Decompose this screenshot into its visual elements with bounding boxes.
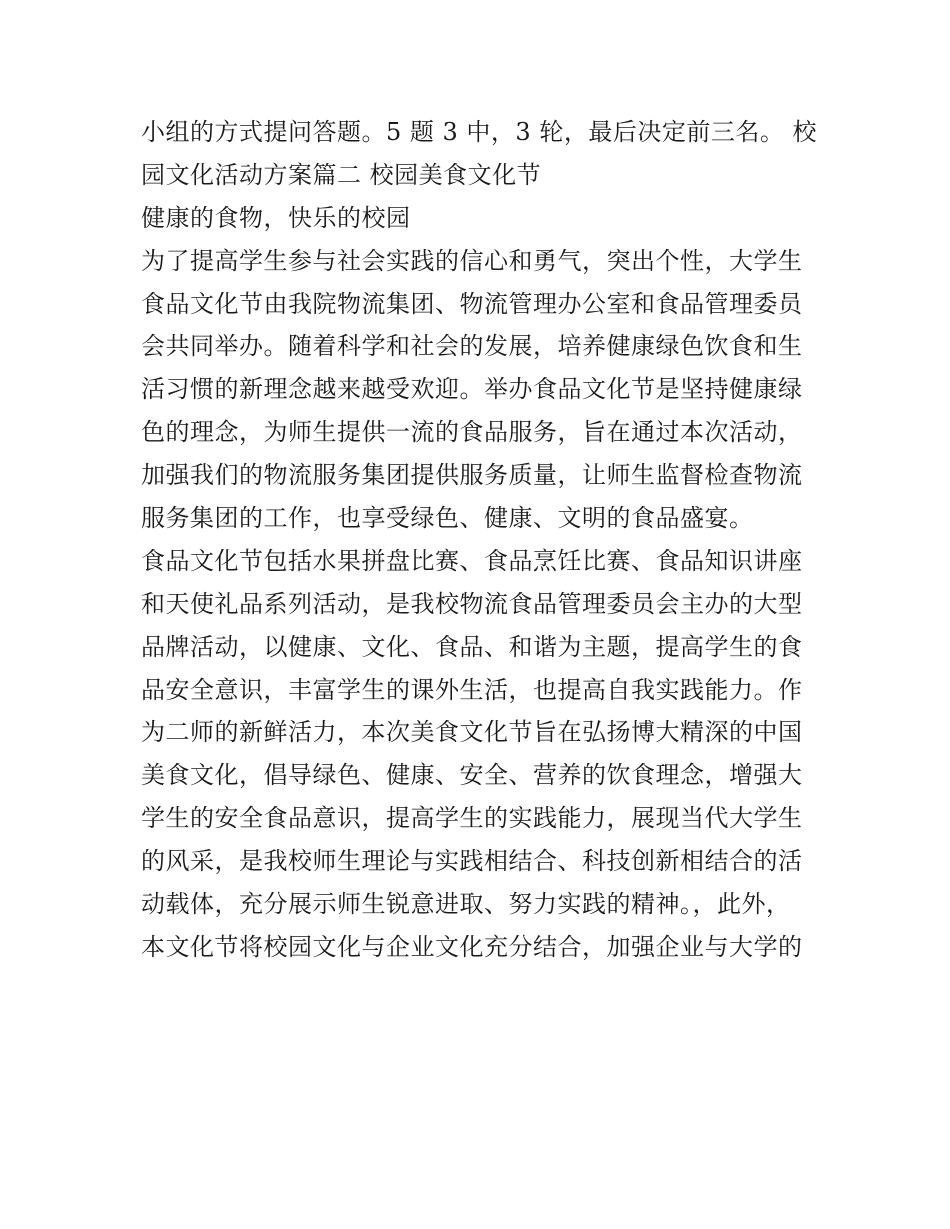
text-line: 服务集团的工作，也享受绿色、健康、文明的食品盛宴。: [141, 504, 754, 533]
text-line: 的风采，是我校师生理论与实践相结合、科技创新相结合的活: [141, 847, 803, 876]
text-line: 品牌活动，以健康、文化、食品、和谐为主题，提高学生的食: [141, 632, 803, 661]
text-line: 为二师的新鲜活力，本次美食文化节旨在弘扬博大精深的中国: [141, 718, 803, 747]
text-line: 食品文化节由我院物流集团、物流管理办公室和食品管理委员: [141, 289, 803, 318]
text-line: 色的理念，为师生提供一流的食品服务，旨在通过本次活动，: [141, 418, 803, 447]
text-line: 加强我们的物流服务集团提供服务质量，让师生监督检查物流: [141, 461, 803, 490]
body-text: [141, 111, 817, 969]
section-heading-line: 园文化活动方案篇二 校园美食文化节: [141, 160, 542, 189]
text-line: 为了提高学生参与社会实践的信心和勇气，突出个性，大学生: [141, 246, 803, 275]
text-line: 美食文化，倡导绿色、健康、安全、营养的饮食理念，增强大: [141, 761, 803, 790]
text-line: 食品文化节包括水果拼盘比赛、食品烹饪比赛、食品知识讲座: [141, 546, 803, 575]
text-line: 小组的方式提问答题。5 题 3 中，3 轮，最后决定前三名。 校: [141, 118, 817, 146]
text-line: 活习惯的新理念越来越受欢迎。举办食品文化节是坚持健康绿: [141, 375, 803, 404]
subtitle-line: 健康的食物，快乐的校园: [141, 203, 411, 232]
text-line: 本文化节将校园文化与企业文化充分结合，加强企业与大学的: [141, 932, 803, 961]
text-line: 会共同举办。随着科学和社会的发展，培养健康绿色饮食和生: [141, 332, 803, 361]
text-line: 品安全意识，丰富学生的课外生活，也提高自我实践能力。作: [141, 675, 803, 704]
text-line: 和天使礼品系列活动，是我校物流食品管理委员会主办的大型: [141, 589, 803, 618]
text-line: 动载体，充分展示师生锐意进取、努力实践的精神。，此外，: [141, 890, 791, 919]
text-line: 学生的安全食品意识，提高学生的实践能力，展现当代大学生: [141, 804, 803, 833]
